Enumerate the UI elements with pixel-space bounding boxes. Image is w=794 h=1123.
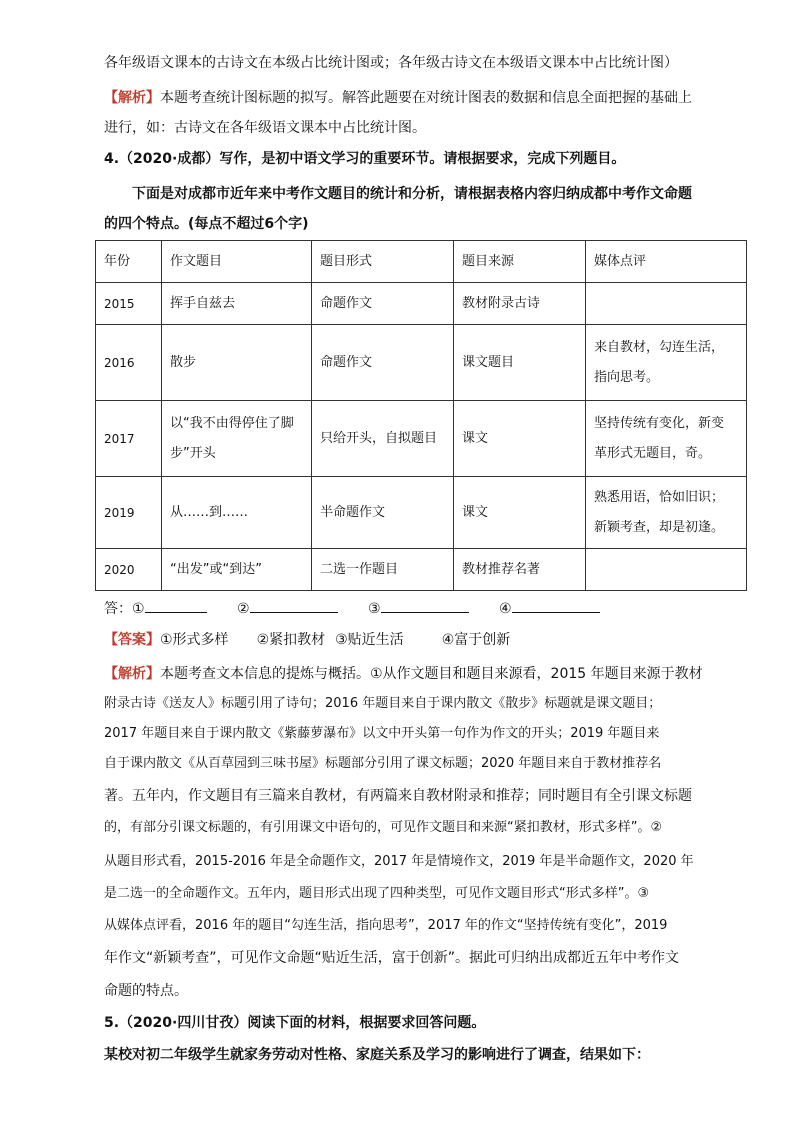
analysis-line: 【解析】本题考查文本信息的提炼与概括。①从作文题目和题目来源看，2015 年题目来源于教材 bbox=[104, 666, 703, 682]
year-cell: 2019 bbox=[96, 477, 162, 549]
q5-prompt: 某校对初二年级学生就家务劳动对性格、家庭关系及学习的影响进行了调查，结果如下： bbox=[104, 1047, 650, 1063]
year-cell: 2016 bbox=[96, 325, 162, 401]
analysis-line: 从媒体点评看，2016 年的题目“勾连生活，指向思考”，2017 年的作文“坚持传统有变化”，2019 bbox=[104, 918, 668, 933]
analysis-line: 年作文“新颖考查”，可见作文命题“贴近生活，富于创新”。据此可归纳出成都近五年中考作文 bbox=[104, 950, 680, 966]
analysis-line: 自于课内散文《从百草园到三味书屋》标题部分引用了课文标题；2020 年题目来自于教材推荐名 bbox=[104, 756, 662, 771]
header-cell: 年份 bbox=[96, 241, 162, 283]
form-cell: 命题作文 bbox=[312, 283, 454, 325]
comment-cell: 来自教材，勾连生活， 指向思考。 bbox=[586, 325, 747, 401]
blank-label: ② bbox=[237, 601, 250, 617]
answer-blank-1[interactable] bbox=[145, 598, 207, 613]
q4-prompt-line2: 的四个特点。(每点不超过6个字) bbox=[104, 216, 309, 232]
year-cell: 2015 bbox=[96, 283, 162, 325]
source-cell: 课文题目 bbox=[454, 325, 586, 401]
topic-cell: 散步 bbox=[162, 325, 312, 401]
q4-prompt-line1: 下面是对成都市近年来中考作文题目的统计和分析，请根据表格内容归纳成都中考作文命题 bbox=[132, 186, 692, 202]
analysis-line: 从题目形式看，2015-2016 年是全命题作文，2017 年是情境作文，2019 年是半命题作文，2020 年 bbox=[104, 854, 694, 869]
form-cell: 二选一作题目 bbox=[312, 549, 454, 591]
analysis-tag: 【解析】 bbox=[104, 90, 160, 106]
table-header-row bbox=[96, 241, 747, 283]
header-cell: 题目来源 bbox=[454, 241, 586, 283]
analysis-line: 是二选一的全命题作文。五年内，题目形式出现了四种类型，可见作文题目形式“形式多样”。③ bbox=[104, 886, 650, 901]
answer-item: ③贴近生活 bbox=[335, 632, 404, 648]
form-cell: 只给开头，自拟题目 bbox=[312, 401, 454, 477]
topic-cell: “出发”或“到达” bbox=[162, 549, 312, 591]
intro-analysis-line2: 进行，如：古诗文在各年级语文课本中占比统计图。 bbox=[104, 120, 426, 136]
table-row bbox=[96, 325, 747, 401]
source-cell: 课文 bbox=[454, 401, 586, 477]
answer-item: ①形式多样 bbox=[160, 632, 229, 648]
analysis-line: 2017 年题目来自于课内散文《紫藤萝瀑布》以文中开头第一句作为作文的开头；2019 年题目来 bbox=[104, 726, 660, 741]
answer-prefix: 答： bbox=[104, 601, 132, 617]
header-cell: 作文题目 bbox=[162, 241, 312, 283]
analysis-tag: 【解析】 bbox=[104, 666, 160, 682]
analysis-line: 著。五年内，作文题目有三篇来自教材，有两篇来自教材附录和推荐；同时题目有全引课文标题 bbox=[104, 788, 692, 804]
table-row bbox=[96, 549, 747, 591]
blank-label: ① bbox=[132, 601, 145, 617]
answer-blanks-line bbox=[104, 598, 704, 619]
intro-analysis-line1: 【解析】本题考查统计图标题的拟写。解答此题要在对统计图表的数据和信息全面把握的基础上 bbox=[104, 90, 692, 106]
q4-title: 4.（2020·成都）写作，是初中语文学习的重要环节。请根据要求，完成下列题目。 bbox=[104, 151, 626, 167]
form-cell: 半命题作文 bbox=[312, 477, 454, 549]
answer-key-line bbox=[104, 630, 704, 650]
source-cell: 教材推荐名著 bbox=[454, 549, 586, 591]
table-row bbox=[96, 401, 747, 477]
comment-cell bbox=[586, 549, 747, 591]
answer-blank-2[interactable] bbox=[250, 598, 338, 613]
answer-blank-3[interactable] bbox=[381, 598, 469, 613]
table-row bbox=[96, 283, 747, 325]
analysis-line: 命题的特点。 bbox=[104, 983, 188, 999]
topic-cell: 挥手自兹去 bbox=[162, 283, 312, 325]
header-cell: 媒体点评 bbox=[586, 241, 747, 283]
year-cell: 2017 bbox=[96, 401, 162, 477]
answer-item: ②紧扣教材 bbox=[256, 632, 326, 648]
comment-cell: 熟悉用语，恰如旧识； 新颖考查，却是初逢。 bbox=[586, 477, 747, 549]
header-cell: 题目形式 bbox=[312, 241, 454, 283]
composition-stats-table bbox=[95, 240, 747, 591]
analysis-line: 附录古诗《送友人》标题引用了诗句；2016 年题目来自于课内散文《散步》标题就是课文题目； bbox=[104, 696, 662, 711]
analysis-line: 的，有部分引课文标题的，有引用课文中语句的，可见作文题目和来源“紧扣教材，形式多样”。② bbox=[104, 820, 663, 835]
form-cell: 命题作文 bbox=[312, 325, 454, 401]
year-cell: 2020 bbox=[96, 549, 162, 591]
topic-cell: 从……到…… bbox=[162, 477, 312, 549]
comment-cell bbox=[586, 283, 747, 325]
topic-cell: 以“我不由得停住了脚 步”开头 bbox=[162, 401, 312, 477]
comment-cell: 坚持传统有变化，新变 革形式无题目，奇。 bbox=[586, 401, 747, 477]
table-row bbox=[96, 477, 747, 549]
intro-line: 各年级语文课本的古诗文在本级占比统计图或；各年级古诗文在本级语文课本中占比统计图） bbox=[104, 55, 678, 71]
blank-label: ④ bbox=[499, 601, 512, 617]
answer-tag: 【答案】 bbox=[104, 632, 160, 648]
blank-label: ③ bbox=[368, 601, 381, 617]
answer-blank-4[interactable] bbox=[512, 598, 600, 613]
answer-item: ④富于创新 bbox=[441, 632, 511, 648]
source-cell: 教材附录古诗 bbox=[454, 283, 586, 325]
q5-title: 5.（2020·四川甘孜）阅读下面的材料，根据要求回答问题。 bbox=[104, 1015, 486, 1031]
source-cell: 课文 bbox=[454, 477, 586, 549]
